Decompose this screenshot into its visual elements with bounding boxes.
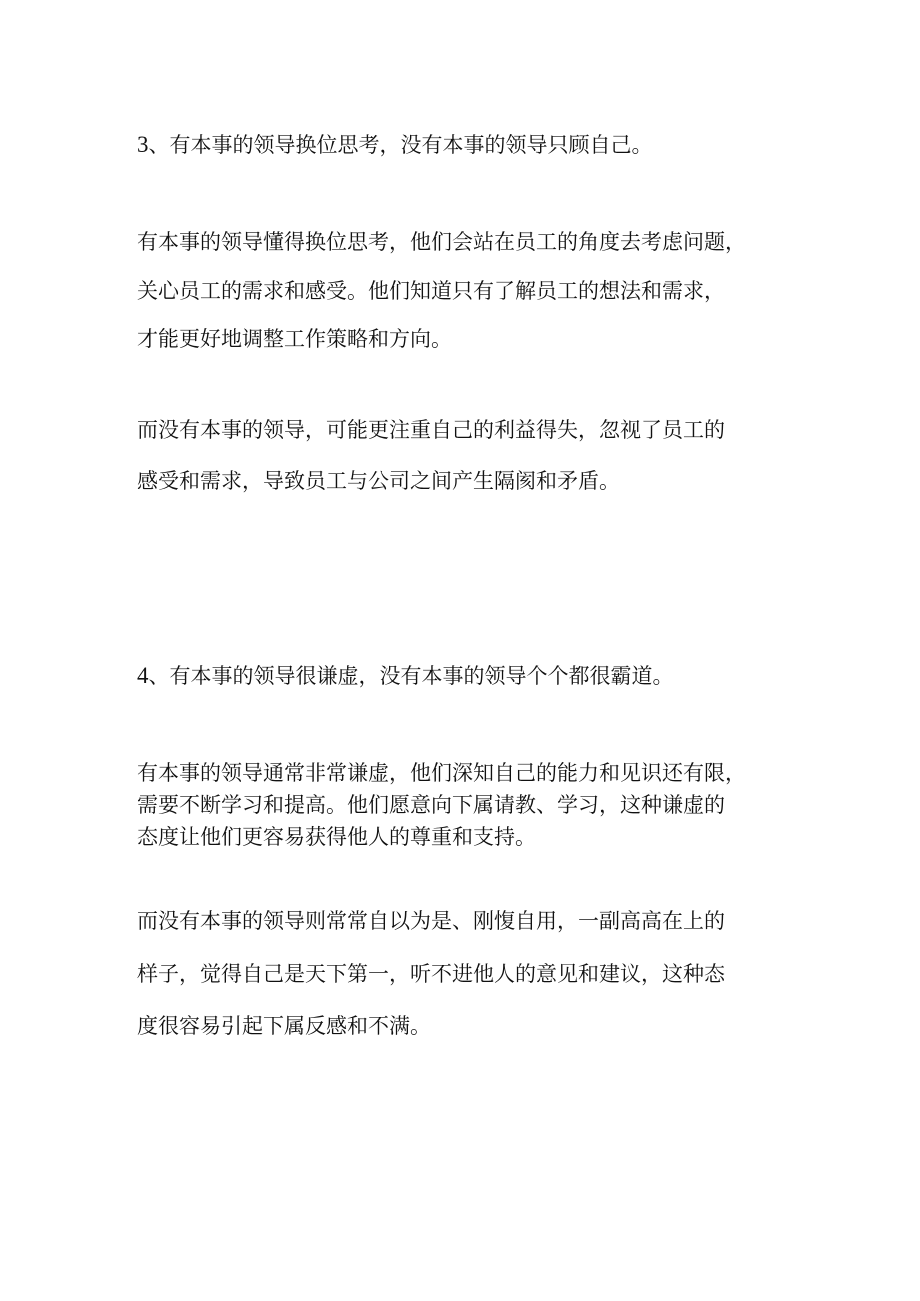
section-3-p2-line-2: 感受和需求，导致员工与公司之间产生隔阂和矛盾。 <box>137 469 620 493</box>
section-3-number: 3 <box>137 132 149 157</box>
section-4-heading-text: 、有本事的领导很谦虚，没有本事的领导个个都很霸道。 <box>148 664 674 688</box>
section-3-p2-line-1: 而没有本事的领导，可能更注重自己的利益得失，忽视了员工的 <box>137 418 725 442</box>
section-4-p1-line-1: 有本事的领导通常非常谦虚，他们深知自己的能力和见识还有限， <box>137 761 746 785</box>
section-4-number: 4 <box>137 663 149 688</box>
section-4-p2-line-2: 样子，觉得自己是天下第一，听不进他人的意见和建议，这种态 <box>137 962 725 986</box>
section-4-p1-line-3: 态度让他们更容易获得他人的尊重和支持。 <box>137 825 536 849</box>
section-4-heading <box>137 664 674 688</box>
section-4-p2-line-3: 度很容易引起下属反感和不满。 <box>137 1014 431 1038</box>
section-3-heading-text: 、有本事的领导换位思考，没有本事的领导只顾自己。 <box>148 133 653 157</box>
section-4-p2-line-1: 而没有本事的领导则常常自以为是、刚愎自用，一副高高在上的 <box>137 909 725 933</box>
section-3-p1-line-3: 才能更好地调整工作策略和方向。 <box>137 327 452 351</box>
section-3-heading <box>137 133 653 157</box>
section-3-p1-line-1: 有本事的领导懂得换位思考，他们会站在员工的角度去考虑问题， <box>137 230 746 254</box>
section-3-p1-line-2: 关心员工的需求和感受。他们知道只有了解员工的想法和需求， <box>137 279 725 303</box>
section-4-p1-line-2: 需要不断学习和提高。他们愿意向下属请教、学习，这种谦虚的 <box>137 793 725 817</box>
